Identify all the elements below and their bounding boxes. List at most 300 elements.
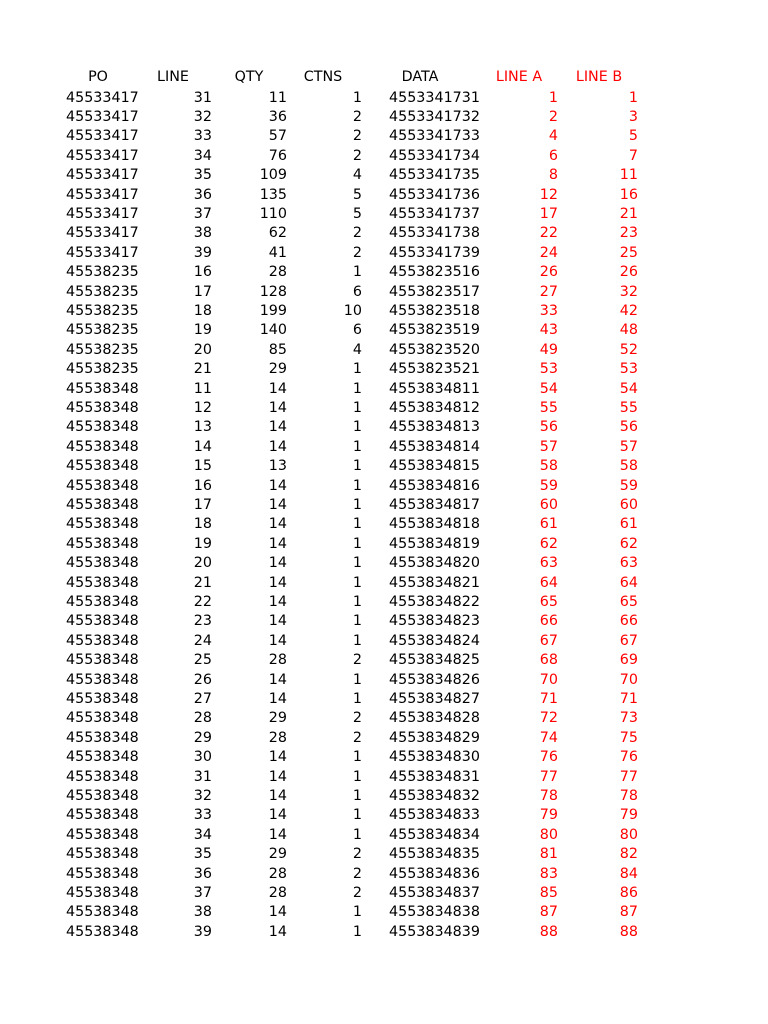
- qty-cell: 14: [268, 768, 287, 785]
- qty-cell: 13: [268, 458, 287, 475]
- line-cell: 19: [193, 535, 212, 552]
- ctns-cell: 6: [352, 322, 362, 339]
- po-cell: 45538235: [66, 322, 139, 339]
- ctns-cell: 4: [352, 167, 362, 184]
- line-cell: 29: [193, 729, 212, 746]
- data-cell: 4553834826: [389, 671, 480, 688]
- data-cell: 4553823516: [389, 264, 480, 281]
- po-cell: 45533417: [66, 205, 139, 222]
- line-cell: 32: [193, 787, 212, 804]
- line-a-cell: 1: [548, 89, 558, 106]
- data-cell: 4553341737: [389, 205, 480, 222]
- po-cell: 45538348: [66, 787, 139, 804]
- table-row: [0, 418, 768, 437]
- po-cell: 45538348: [66, 865, 139, 882]
- table-row: [0, 593, 768, 612]
- line-b-cell: 25: [619, 244, 638, 261]
- data-cell: 4553834816: [389, 477, 480, 494]
- table-row: [0, 845, 768, 864]
- data-cell: 4553834818: [389, 516, 480, 533]
- table-row: [0, 554, 768, 573]
- data-cell: 4553834837: [389, 884, 480, 901]
- line-b-cell: 59: [619, 477, 638, 494]
- qty-cell: 140: [259, 322, 287, 339]
- qty-cell: 28: [268, 884, 287, 901]
- data-cell: 4553834815: [389, 458, 480, 475]
- line-b-cell: 84: [619, 865, 638, 882]
- ctns-cell: 1: [352, 671, 362, 688]
- line-a-cell: 63: [539, 555, 558, 572]
- data-cell: 4553341731: [389, 89, 480, 106]
- line-a-cell: 72: [539, 710, 558, 727]
- data-cell: 4553834832: [389, 787, 480, 804]
- line-cell: 30: [193, 749, 212, 766]
- qty-cell: 57: [268, 128, 287, 145]
- ctns-cell: 1: [352, 768, 362, 785]
- ctns-cell: 1: [352, 690, 362, 707]
- data-cell: 4553823517: [389, 283, 480, 300]
- line-b-cell: 56: [619, 419, 638, 436]
- po-cell: 45538348: [66, 380, 139, 397]
- ctns-cell: 1: [352, 555, 362, 572]
- line-a-cell: 57: [539, 438, 558, 455]
- line-a-cell: 8: [548, 167, 558, 184]
- ctns-cell: 1: [352, 361, 362, 378]
- line-b-cell: 65: [619, 593, 638, 610]
- po-cell: 45533417: [66, 186, 139, 203]
- line-b-cell: 73: [619, 710, 638, 727]
- ctns-cell: 2: [352, 710, 362, 727]
- table-row: [0, 186, 768, 205]
- ctns-cell: 1: [352, 438, 362, 455]
- ctns-cell: 2: [352, 244, 362, 261]
- line-a-cell: 4: [548, 128, 558, 145]
- data-cell: 4553341735: [389, 167, 480, 184]
- line-b-cell: 71: [619, 690, 638, 707]
- data-cell: 4553834821: [389, 574, 480, 591]
- line-cell: 37: [193, 884, 212, 901]
- po-cell: 45533417: [66, 244, 139, 261]
- ctns-cell: 1: [352, 574, 362, 591]
- line-b-cell: 7: [628, 147, 638, 164]
- line-b-cell: 32: [619, 283, 638, 300]
- po-cell: 45538235: [66, 264, 139, 281]
- line-cell: 34: [193, 147, 212, 164]
- ctns-cell: 1: [352, 477, 362, 494]
- line-a-cell: 62: [539, 535, 558, 552]
- line-cell: 31: [193, 768, 212, 785]
- data-cell: 4553834828: [389, 710, 480, 727]
- qty-cell: 14: [268, 807, 287, 824]
- table-row: [0, 127, 768, 146]
- qty-cell: 85: [268, 341, 287, 358]
- line-cell: 15: [193, 458, 212, 475]
- po-cell: 45538348: [66, 826, 139, 843]
- line-a-cell: 43: [539, 322, 558, 339]
- header-po: PO: [88, 69, 108, 85]
- table-row: [0, 651, 768, 670]
- ctns-cell: 1: [352, 535, 362, 552]
- line-b-cell: 16: [619, 186, 638, 203]
- ctns-cell: 2: [352, 729, 362, 746]
- header-line-a: LINE A: [495, 69, 543, 85]
- line-b-cell: 54: [619, 380, 638, 397]
- line-b-cell: 55: [619, 399, 638, 416]
- line-b-cell: 88: [619, 923, 638, 940]
- table-row: [0, 283, 768, 302]
- line-cell: 22: [193, 593, 212, 610]
- table-row: [0, 147, 768, 166]
- line-cell: 36: [193, 186, 212, 203]
- table-row: [0, 496, 768, 515]
- po-cell: 45533417: [66, 128, 139, 145]
- line-a-cell: 17: [539, 205, 558, 222]
- data-cell: 4553834820: [389, 555, 480, 572]
- line-a-cell: 64: [539, 574, 558, 591]
- ctns-cell: 1: [352, 458, 362, 475]
- line-cell: 38: [193, 904, 212, 921]
- line-cell: 35: [193, 167, 212, 184]
- table-row: [0, 690, 768, 709]
- line-b-cell: 86: [619, 884, 638, 901]
- line-cell: 11: [193, 380, 212, 397]
- line-cell: 39: [193, 244, 212, 261]
- table-row: [0, 535, 768, 554]
- qty-cell: 62: [268, 225, 287, 242]
- line-a-cell: 60: [539, 496, 558, 513]
- qty-cell: 14: [268, 632, 287, 649]
- line-cell: 21: [193, 361, 212, 378]
- line-b-cell: 78: [619, 787, 638, 804]
- line-b-cell: 1: [628, 89, 638, 106]
- ctns-cell: 1: [352, 787, 362, 804]
- po-cell: 45538348: [66, 516, 139, 533]
- qty-cell: 14: [268, 593, 287, 610]
- data-cell: 4553834838: [389, 904, 480, 921]
- ctns-cell: 10: [343, 302, 362, 319]
- line-a-cell: 26: [539, 264, 558, 281]
- table-row: [0, 923, 768, 942]
- line-a-cell: 49: [539, 341, 558, 358]
- po-cell: 45538348: [66, 904, 139, 921]
- po-cell: 45538235: [66, 283, 139, 300]
- ctns-cell: 1: [352, 632, 362, 649]
- ctns-cell: 1: [352, 399, 362, 416]
- ctns-cell: 1: [352, 807, 362, 824]
- qty-cell: 29: [268, 710, 287, 727]
- header-data: DATA: [401, 69, 439, 85]
- line-a-cell: 65: [539, 593, 558, 610]
- line-b-cell: 66: [619, 613, 638, 630]
- line-b-cell: 11: [619, 167, 638, 184]
- line-cell: 16: [193, 264, 212, 281]
- qty-cell: 14: [268, 690, 287, 707]
- qty-cell: 14: [268, 671, 287, 688]
- qty-cell: 14: [268, 477, 287, 494]
- line-a-cell: 74: [539, 729, 558, 746]
- table-row: [0, 632, 768, 651]
- po-cell: 45538235: [66, 341, 139, 358]
- po-cell: 45538348: [66, 690, 139, 707]
- line-b-cell: 80: [619, 826, 638, 843]
- table-row: [0, 515, 768, 534]
- qty-cell: 14: [268, 438, 287, 455]
- qty-cell: 110: [259, 205, 287, 222]
- table-row: [0, 787, 768, 806]
- line-b-cell: 75: [619, 729, 638, 746]
- ctns-cell: 2: [352, 846, 362, 863]
- line-a-cell: 58: [539, 458, 558, 475]
- line-cell: 16: [193, 477, 212, 494]
- table-row: [0, 438, 768, 457]
- table-row: [0, 884, 768, 903]
- ctns-cell: 2: [352, 108, 362, 125]
- qty-cell: 14: [268, 749, 287, 766]
- po-cell: 45538348: [66, 652, 139, 669]
- qty-cell: 76: [268, 147, 287, 164]
- line-b-cell: 3: [628, 108, 638, 125]
- line-cell: 32: [193, 108, 212, 125]
- qty-cell: 199: [259, 302, 287, 319]
- ctns-cell: 1: [352, 380, 362, 397]
- ctns-cell: 5: [352, 205, 362, 222]
- po-cell: 45538348: [66, 671, 139, 688]
- qty-cell: 14: [268, 904, 287, 921]
- line-cell: 27: [193, 690, 212, 707]
- data-cell: 4553341732: [389, 108, 480, 125]
- line-a-cell: 76: [539, 749, 558, 766]
- header-qty: QTY: [234, 69, 264, 85]
- table-row: [0, 806, 768, 825]
- po-cell: 45533417: [66, 147, 139, 164]
- data-cell: 4553834831: [389, 768, 480, 785]
- data-cell: 4553834812: [389, 399, 480, 416]
- line-b-cell: 70: [619, 671, 638, 688]
- line-b-cell: 26: [619, 264, 638, 281]
- data-cell: 4553823521: [389, 361, 480, 378]
- data-cell: 4553834839: [389, 923, 480, 940]
- data-cell: 4553834830: [389, 749, 480, 766]
- table-row: [0, 477, 768, 496]
- line-cell: 24: [193, 632, 212, 649]
- line-cell: 17: [193, 283, 212, 300]
- line-a-cell: 67: [539, 632, 558, 649]
- data-cell: 4553341733: [389, 128, 480, 145]
- table-row: [0, 380, 768, 399]
- line-b-cell: 62: [619, 535, 638, 552]
- line-cell: 17: [193, 496, 212, 513]
- table-row: [0, 302, 768, 321]
- ctns-cell: 1: [352, 89, 362, 106]
- data-cell: 4553823519: [389, 322, 480, 339]
- ctns-cell: 5: [352, 186, 362, 203]
- ctns-cell: 2: [352, 652, 362, 669]
- data-cell: 4553834834: [389, 826, 480, 843]
- line-a-cell: 83: [539, 865, 558, 882]
- line-cell: 34: [193, 826, 212, 843]
- qty-cell: 14: [268, 496, 287, 513]
- line-a-cell: 6: [548, 147, 558, 164]
- line-cell: 37: [193, 205, 212, 222]
- line-b-cell: 53: [619, 361, 638, 378]
- line-a-cell: 70: [539, 671, 558, 688]
- line-a-cell: 85: [539, 884, 558, 901]
- table-row: [0, 574, 768, 593]
- data-cell: 4553834833: [389, 807, 480, 824]
- line-cell: 28: [193, 710, 212, 727]
- qty-cell: 14: [268, 613, 287, 630]
- data-cell: 4553823518: [389, 302, 480, 319]
- line-a-cell: 24: [539, 244, 558, 261]
- data-cell: 4553341739: [389, 244, 480, 261]
- qty-cell: 11: [268, 89, 287, 106]
- data-cell: 4553834827: [389, 690, 480, 707]
- data-cell: 4553834814: [389, 438, 480, 455]
- line-a-cell: 54: [539, 380, 558, 397]
- line-b-cell: 60: [619, 496, 638, 513]
- table-row: [0, 244, 768, 263]
- line-a-cell: 88: [539, 923, 558, 940]
- ctns-cell: 2: [352, 865, 362, 882]
- line-b-cell: 61: [619, 516, 638, 533]
- po-cell: 45538348: [66, 749, 139, 766]
- line-cell: 35: [193, 846, 212, 863]
- line-cell: 18: [193, 302, 212, 319]
- qty-cell: 41: [268, 244, 287, 261]
- line-a-cell: 56: [539, 419, 558, 436]
- data-cell: 4553834819: [389, 535, 480, 552]
- table-row: [0, 768, 768, 787]
- line-b-cell: 52: [619, 341, 638, 358]
- line-cell: 39: [193, 923, 212, 940]
- po-cell: 45538348: [66, 458, 139, 475]
- ctns-cell: 2: [352, 128, 362, 145]
- line-b-cell: 76: [619, 749, 638, 766]
- qty-cell: 14: [268, 555, 287, 572]
- line-b-cell: 67: [619, 632, 638, 649]
- line-a-cell: 78: [539, 787, 558, 804]
- po-cell: 45538348: [66, 613, 139, 630]
- data-cell: 4553834817: [389, 496, 480, 513]
- qty-cell: 29: [268, 361, 287, 378]
- line-cell: 31: [193, 89, 212, 106]
- po-cell: 45538348: [66, 807, 139, 824]
- table-row: [0, 826, 768, 845]
- qty-cell: 109: [259, 167, 287, 184]
- po-cell: 45533417: [66, 89, 139, 106]
- line-a-cell: 55: [539, 399, 558, 416]
- line-a-cell: 71: [539, 690, 558, 707]
- line-a-cell: 80: [539, 826, 558, 843]
- table-row: [0, 612, 768, 631]
- qty-cell: 28: [268, 865, 287, 882]
- line-cell: 26: [193, 671, 212, 688]
- po-cell: 45538348: [66, 496, 139, 513]
- ctns-cell: 1: [352, 516, 362, 533]
- po-cell: 45538348: [66, 884, 139, 901]
- line-b-cell: 87: [619, 904, 638, 921]
- po-cell: 45538348: [66, 555, 139, 572]
- line-b-cell: 58: [619, 458, 638, 475]
- po-cell: 45538348: [66, 846, 139, 863]
- table-row: [0, 108, 768, 127]
- qty-cell: 128: [259, 283, 287, 300]
- line-b-cell: 21: [619, 205, 638, 222]
- data-cell: 4553834823: [389, 613, 480, 630]
- table-row: [0, 903, 768, 922]
- qty-cell: 36: [268, 108, 287, 125]
- ctns-cell: 1: [352, 264, 362, 281]
- qty-cell: 14: [268, 380, 287, 397]
- line-cell: 13: [193, 419, 212, 436]
- qty-cell: 28: [268, 264, 287, 281]
- qty-cell: 29: [268, 846, 287, 863]
- qty-cell: 14: [268, 419, 287, 436]
- ctns-cell: 1: [352, 593, 362, 610]
- table-row: [0, 205, 768, 224]
- qty-cell: 14: [268, 787, 287, 804]
- line-a-cell: 81: [539, 846, 558, 863]
- line-b-cell: 64: [619, 574, 638, 591]
- table-row: [0, 709, 768, 728]
- po-cell: 45538348: [66, 574, 139, 591]
- table-row: [0, 341, 768, 360]
- line-a-cell: 77: [539, 768, 558, 785]
- line-a-cell: 59: [539, 477, 558, 494]
- table-row: [0, 865, 768, 884]
- line-a-cell: 12: [539, 186, 558, 203]
- qty-cell: 135: [259, 186, 287, 203]
- ctns-cell: 2: [352, 884, 362, 901]
- line-cell: 33: [193, 807, 212, 824]
- line-a-cell: 53: [539, 361, 558, 378]
- data-cell: 4553834813: [389, 419, 480, 436]
- line-cell: 23: [193, 613, 212, 630]
- line-cell: 20: [193, 341, 212, 358]
- table-row: [0, 89, 768, 108]
- header-line: LINE: [157, 69, 189, 85]
- po-cell: 45538235: [66, 302, 139, 319]
- ctns-cell: 1: [352, 904, 362, 921]
- qty-cell: 14: [268, 574, 287, 591]
- table-row: [0, 224, 768, 243]
- ctns-cell: 1: [352, 923, 362, 940]
- line-cell: 25: [193, 652, 212, 669]
- table-row: [0, 729, 768, 748]
- data-cell: 4553834829: [389, 729, 480, 746]
- po-cell: 45538348: [66, 923, 139, 940]
- po-cell: 45538348: [66, 399, 139, 416]
- line-cell: 18: [193, 516, 212, 533]
- line-cell: 33: [193, 128, 212, 145]
- line-a-cell: 79: [539, 807, 558, 824]
- line-b-cell: 48: [619, 322, 638, 339]
- ctns-cell: 1: [352, 419, 362, 436]
- table-row: [0, 457, 768, 476]
- table-row: [0, 263, 768, 282]
- qty-cell: 14: [268, 399, 287, 416]
- po-cell: 45538348: [66, 419, 139, 436]
- line-a-cell: 87: [539, 904, 558, 921]
- table-row: [0, 748, 768, 767]
- table-row: [0, 360, 768, 379]
- po-cell: 45538348: [66, 535, 139, 552]
- header-ctns: CTNS: [303, 69, 343, 85]
- qty-cell: 28: [268, 652, 287, 669]
- line-b-cell: 63: [619, 555, 638, 572]
- line-cell: 21: [193, 574, 212, 591]
- data-cell: 4553834825: [389, 652, 480, 669]
